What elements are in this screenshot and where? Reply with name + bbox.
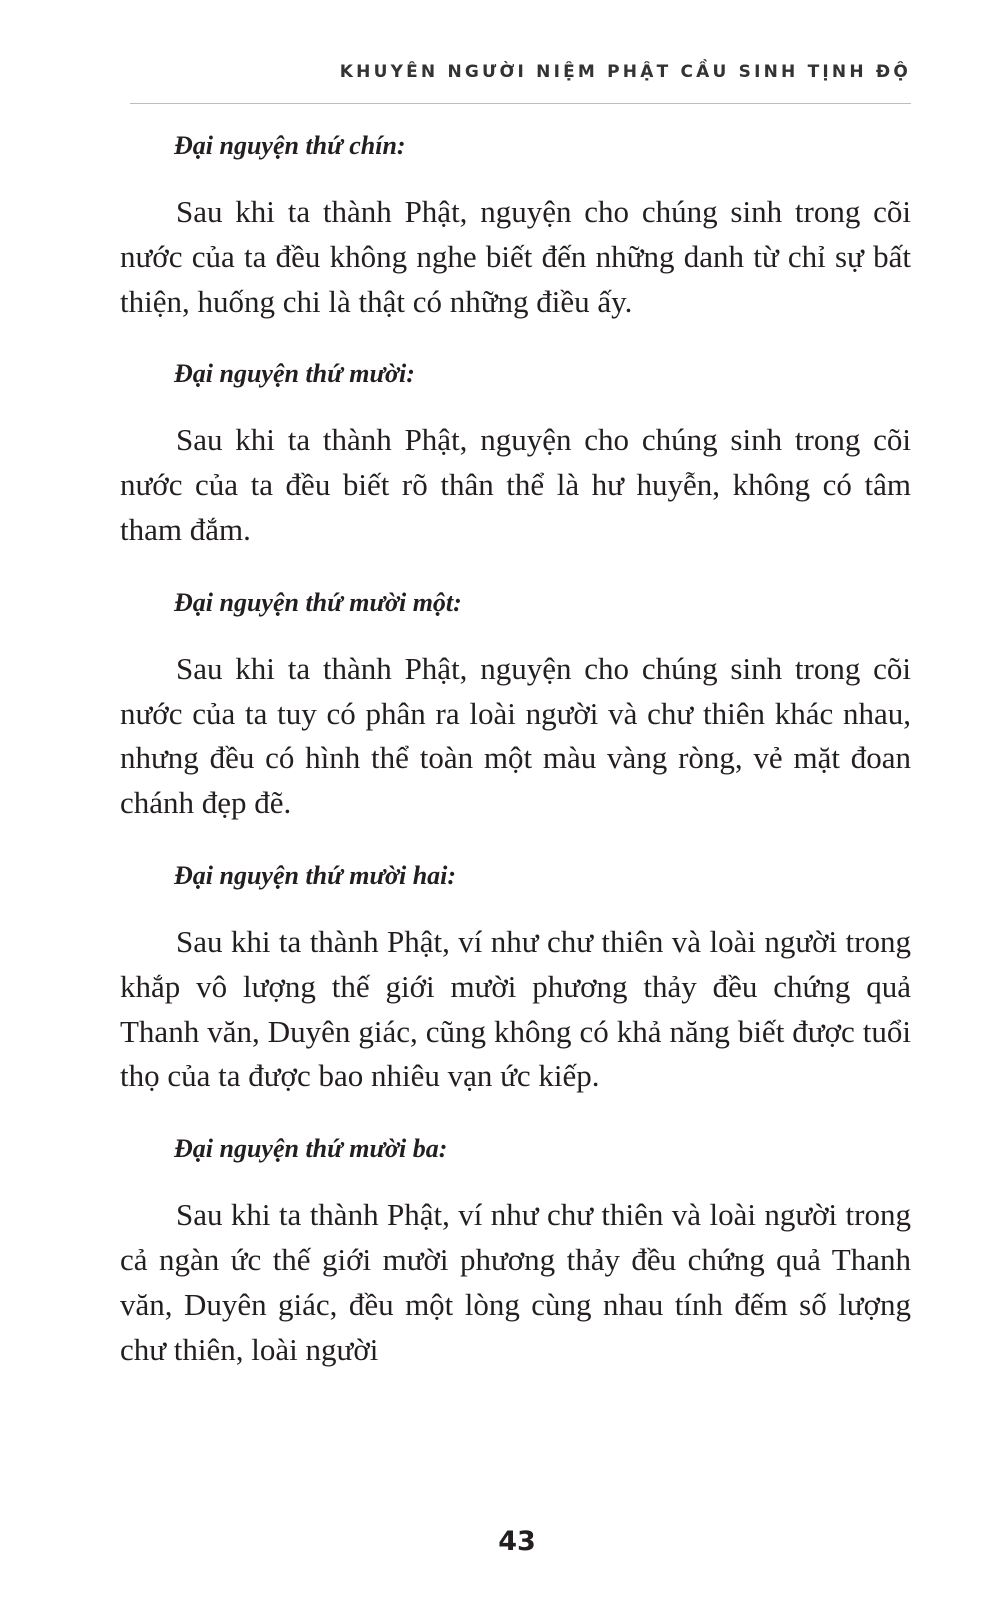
page-content [120, 128, 911, 1404]
running-header: KHUYÊN NGƯỜI NIỆM PHẬT CẦU SINH TỊNH ĐỘ [339, 62, 911, 82]
vow-section-10 [120, 356, 911, 552]
vow-section-11 [120, 585, 911, 826]
vow-paragraph: Sau khi ta thành Phật, nguyện cho chúng sinh trong cõi nước của ta đều biết rõ thân thể là hư huyễn, không có tâm tham đắm. [120, 422, 911, 547]
header-divider [130, 103, 911, 104]
vow-section-9 [120, 128, 911, 324]
vow-paragraph: Sau khi ta thành Phật, nguyện cho chúng sinh trong cõi nước của ta tuy có phân ra loài người và chư thiên khác nhau, nhưng đều có hình thể toàn một màu vàng ròng, vẻ mặt đoan chánh đẹp đẽ. [120, 650, 911, 821]
vow-heading: Đại nguyện thứ mười hai: [174, 860, 457, 890]
vow-heading: Đại nguyện thứ chín: [174, 131, 406, 160]
vow-paragraph: Sau khi ta thành Phật, ví như chư thiên và loài người trong cả ngàn ức thế giới mười phương thảy đều chứng quả Thanh văn, Duyên giác, đều một lòng cùng nhau tính đếm số lượng chư thiên, loài người [120, 1197, 911, 1367]
vow-heading: Đại nguyện thứ mười một: [174, 587, 462, 617]
vow-heading: Đại nguyện thứ mười: [174, 359, 415, 389]
vow-section-13 [120, 1131, 911, 1372]
vow-section-12 [120, 858, 911, 1099]
page-number: 43 [498, 1526, 536, 1557]
vow-paragraph: Sau khi ta thành Phật, ví như chư thiên và loài người trong khắp vô lượng thế giới mười phương thảy đều chứng quả Thanh văn, Duyên giác, cũng không có khả năng biết được tuổi thọ của ta được bao nhiêu vạn ức kiếp. [120, 923, 911, 1094]
vow-heading: Đại nguyện thứ mười ba: [174, 1134, 448, 1164]
vow-paragraph: Sau khi ta thành Phật, nguyện cho chúng sinh trong cõi nước của ta đều không nghe biết đến những danh từ chỉ sự bất thiện, huống chi là thật có những điều ấy. [120, 194, 911, 319]
